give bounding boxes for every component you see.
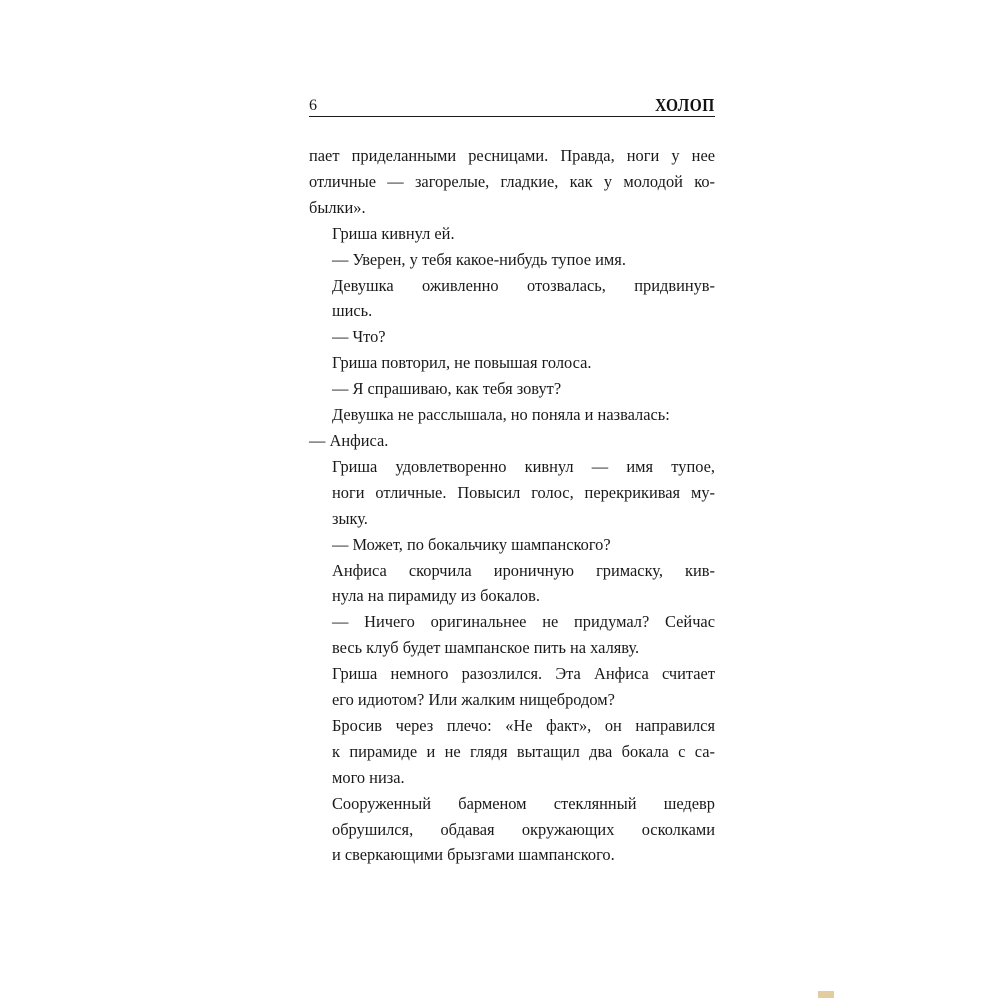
text-line: нула на пирамиду из бокалов. — [332, 586, 540, 606]
text-column — [309, 84, 715, 868]
paragraph — [309, 376, 715, 402]
paragraph — [309, 558, 715, 610]
text-line: — Я спрашиваю, как тебя зовут? — [332, 379, 562, 399]
text-line: Гриша повторил, не повышая голоса. — [332, 353, 592, 373]
text-line: весь клуб будет шампанское пить на халяву. — [332, 638, 640, 658]
paragraph — [309, 661, 715, 713]
paragraph — [309, 350, 715, 376]
text-line: его идиотом? Или жалким нищебродом? — [332, 690, 615, 710]
text-line: — Ничего оригинальнее не придумал? Сейчас — [332, 612, 715, 632]
color-swatch-mark — [818, 991, 834, 998]
text-line: Девушка оживленно отозвалась, придвинув- — [332, 275, 715, 295]
paragraph — [309, 713, 715, 791]
page-number: 6 — [309, 97, 318, 114]
text-line: — Анфиса. — [309, 430, 389, 450]
paragraph — [309, 609, 715, 661]
text-line: — Уверен, у тебя какое-нибудь тупое имя. — [332, 249, 626, 269]
paragraph — [309, 791, 715, 869]
text-line: Гриша удовлетворенно кивнул — имя тупое, — [332, 456, 715, 476]
running-head — [309, 84, 715, 116]
text-line: обрушился, обдавая окружающих осколками — [332, 819, 715, 839]
text-line: к пирамиде и не глядя вытащил два бокала с са- — [332, 741, 715, 761]
paragraph — [309, 221, 715, 247]
text-line: зыку. — [332, 508, 368, 528]
text-line: шись. — [332, 301, 373, 321]
text-line: Анфиса скорчила ироничную гримаску, кив- — [332, 560, 715, 580]
paragraph — [309, 143, 715, 221]
body-text — [309, 143, 715, 868]
text-line: Сооруженный барменом стеклянный шедевр — [332, 793, 715, 813]
text-line: — Может, по бокальчику шампанского? — [332, 534, 611, 554]
paragraph — [309, 247, 715, 273]
paragraph — [309, 402, 715, 428]
text-line: Девушка не расслышала, но поняла и назвалась: — [332, 405, 670, 425]
text-line: Гриша немного разозлился. Эта Анфиса считает — [332, 664, 715, 684]
running-title: ХОЛОП — [655, 94, 715, 115]
paragraph — [309, 532, 715, 558]
text-line: отличные — загорелые, гладкие, как у молодой ко- — [309, 171, 715, 191]
paragraph — [309, 428, 715, 454]
text-line: ноги отличные. Повысил голос, перекрикивая му- — [332, 482, 715, 502]
text-line: и сверкающими брызгами шампанского. — [332, 845, 615, 865]
text-line: мого низа. — [332, 767, 405, 787]
text-line: Бросив через плечо: «Не факт», он направился — [332, 715, 715, 735]
paragraph — [309, 454, 715, 532]
paragraph — [309, 273, 715, 325]
text-line: Гриша кивнул ей. — [332, 223, 455, 243]
text-line: былки». — [309, 197, 366, 217]
header-rule — [309, 116, 715, 117]
text-line: — Что? — [332, 327, 386, 347]
paragraph — [309, 324, 715, 350]
text-line: пает приделанными ресницами. Правда, ноги у нее — [309, 146, 715, 165]
